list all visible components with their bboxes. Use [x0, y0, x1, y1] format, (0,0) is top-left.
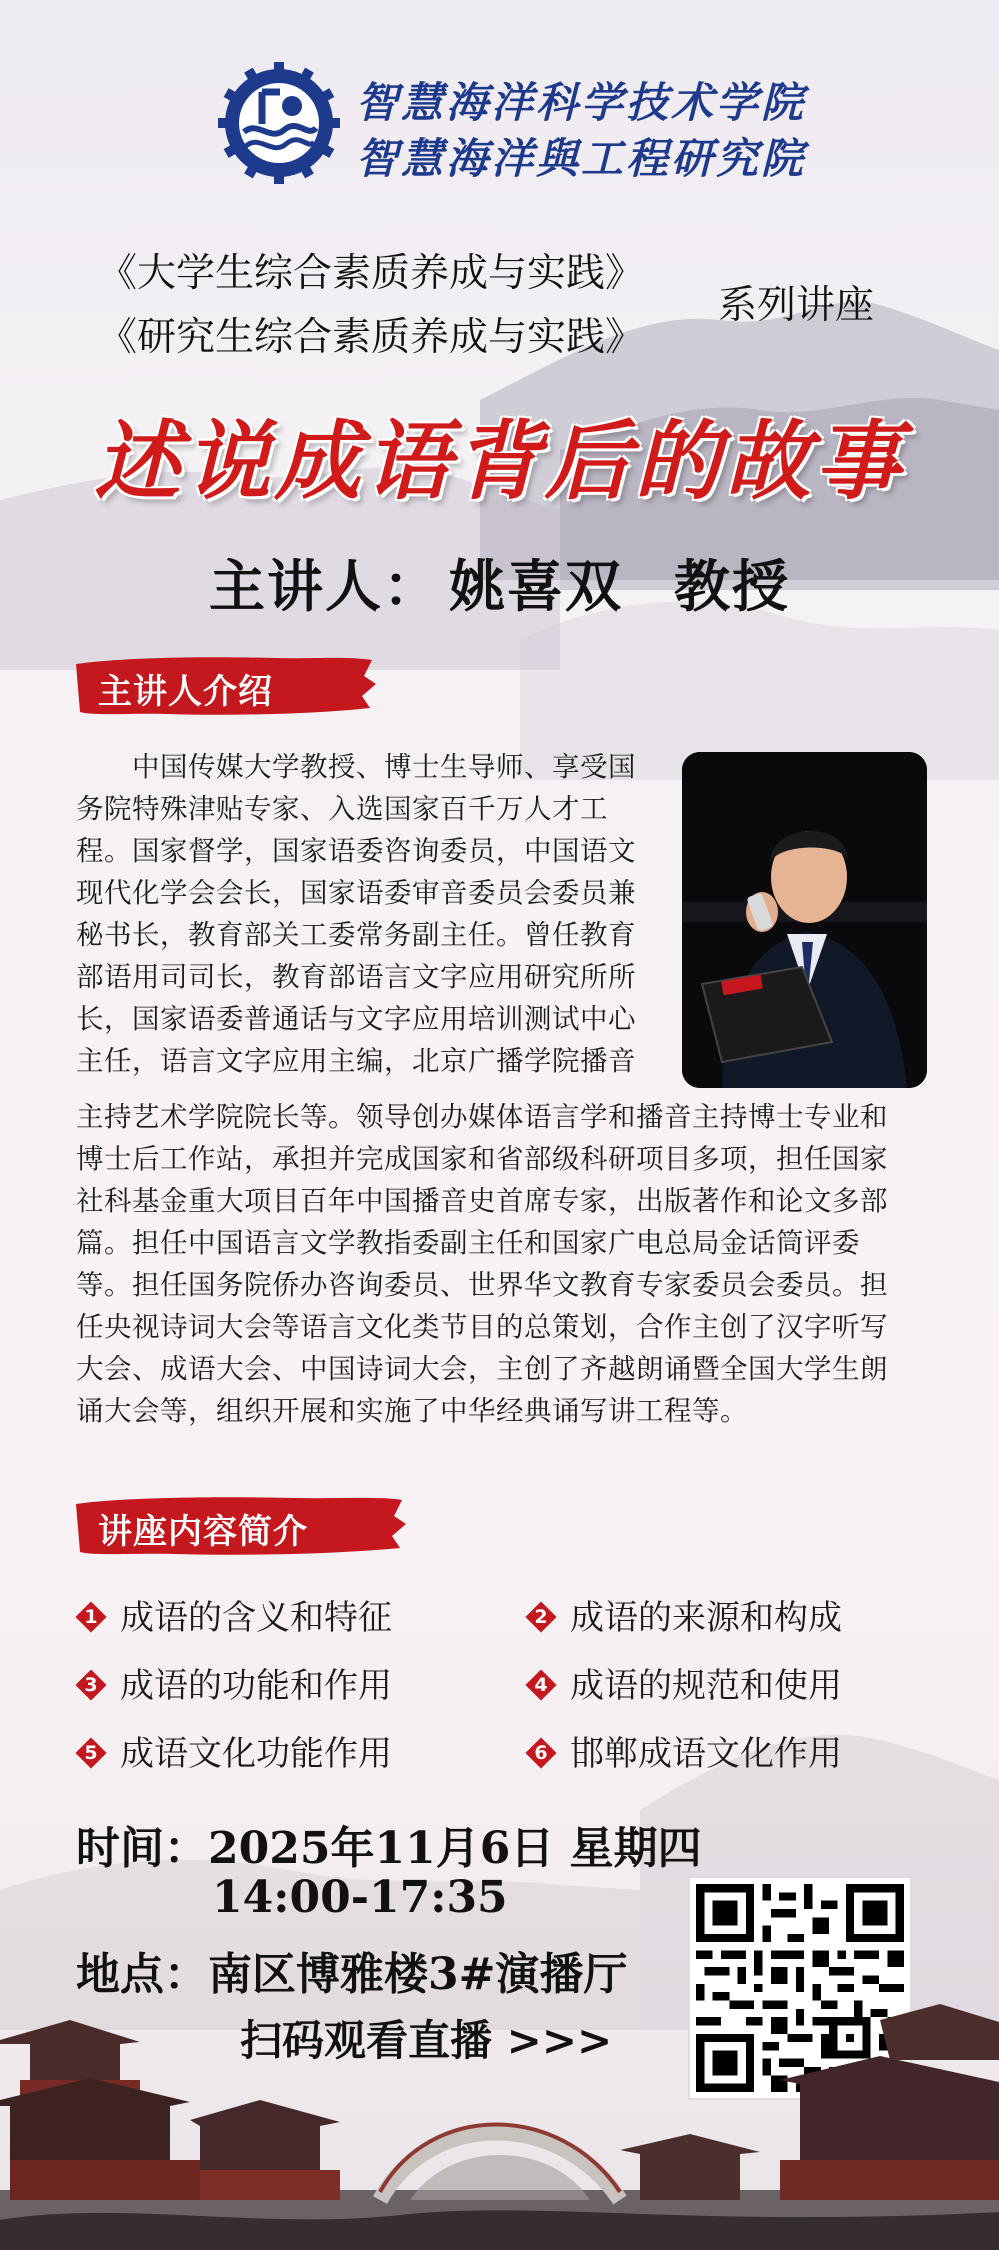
ancient-architecture-scene [0, 1960, 999, 2250]
bio-heading-badge [76, 654, 376, 718]
institute-name-line1: 智慧海洋科学技术学院 [356, 78, 807, 127]
bio-line: 社科基金重大项目百年中国播音史首席专家，出版著作和论文多部 [76, 1185, 888, 1217]
speaker-title: 教授 [674, 555, 790, 620]
course-title-2: 《研究生综合素质养成与实践》 [98, 315, 645, 360]
event-date: 2025年11月6日 星期四 [208, 1823, 702, 1874]
topic-item: 3 成语的功能和作用 [76, 1658, 392, 1707]
bio-line: 等。担任国务院侨办咨询委员、世界华文教育专家委员会委员。担 [76, 1269, 888, 1301]
bio-line: 主任，语言文字应用主编，北京广播学院播音 [76, 1045, 636, 1077]
place-label: 地点： [76, 1949, 208, 2000]
speaker-prefix: 主讲人： [209, 555, 441, 620]
scan-prompt: 扫码观看直播 >>> [240, 2016, 613, 2065]
diamond-number-icon: 6 [526, 1738, 556, 1768]
content-heading-badge [76, 1494, 406, 1558]
topic-item: 1 成语的含义和特征 [76, 1590, 392, 1639]
topic-item: 2 成语的来源和构成 [526, 1590, 842, 1639]
bio-line: 部语用司司长，教育部语言文字应用研究所所 [76, 961, 636, 993]
diamond-number-icon: 1 [76, 1602, 106, 1632]
diamond-number-icon: 3 [76, 1670, 106, 1700]
topic-item: 4 成语的规范和使用 [526, 1658, 842, 1707]
bio-line: 主持艺术学院院长等。领导创办媒体语言学和播音主持博士专业和 [76, 1101, 888, 1133]
bio-line: 博士后工作站，承担并完成国家和省部级科研项目多项，担任国家 [76, 1143, 888, 1175]
bio-line: 任央视诗词大会等语言文化类节目的总策划，合作主创了汉字听写 [76, 1311, 888, 1343]
diamond-number-icon: 2 [526, 1602, 556, 1632]
bio-line: 务院特殊津贴专家、入选国家百千万人才工 [76, 793, 608, 825]
bio-line: 现代化学会会长，国家语委审音委员会委员兼 [76, 877, 636, 909]
diamond-number-icon: 4 [526, 1670, 556, 1700]
bio-line: 秘书长，教育部关工委常务副主任。曾任教育 [76, 919, 636, 951]
lecture-title: 述说成语背后的故事 [94, 411, 905, 512]
event-hours: 14:00-17:35 [212, 1872, 508, 1923]
speaker-photo [682, 752, 927, 1088]
bio-line: 程。国家督学，国家语委咨询委员，中国语文 [76, 835, 636, 867]
diamond-number-icon: 5 [76, 1738, 106, 1768]
speaker-portrait-icon [682, 752, 927, 1088]
institute-logo-icon [218, 62, 340, 184]
bio-line: 长，国家语委普通话与文字应用培训测试中心 [76, 1003, 636, 1035]
time-row [76, 1812, 702, 1876]
time-label: 时间： [76, 1823, 208, 1874]
content-heading: 讲座内容简介 [98, 1512, 308, 1552]
bio-line: 中国传媒大学教授、博士生导师、享受国 [76, 751, 636, 783]
course-title-1: 《大学生综合素质养成与实践》 [98, 251, 645, 296]
institute-name-line2: 智慧海洋與工程研究院 [356, 134, 807, 183]
series-label: 系列讲座 [718, 283, 875, 328]
speaker-name: 姚喜双 [449, 555, 623, 620]
event-place: 南区博雅楼3#演播厅 [208, 1949, 628, 2000]
bio-line: 篇。担任中国语言文学教指委副主任和国家广电总局金话筒评委 [76, 1227, 860, 1259]
bio-line: 诵大会等，组织开展和实施了中华经典诵写讲工程等。 [76, 1395, 748, 1427]
topic-item: 5 成语文化功能作用 [76, 1726, 392, 1775]
bio-line: 大会、成语大会、中国诗词大会，主创了齐越朗诵暨全国大学生朗 [76, 1353, 888, 1385]
speaker-line [0, 543, 999, 623]
topic-item: 6 邯郸成语文化作用 [526, 1726, 842, 1775]
bio-heading: 主讲人介绍 [98, 672, 273, 712]
